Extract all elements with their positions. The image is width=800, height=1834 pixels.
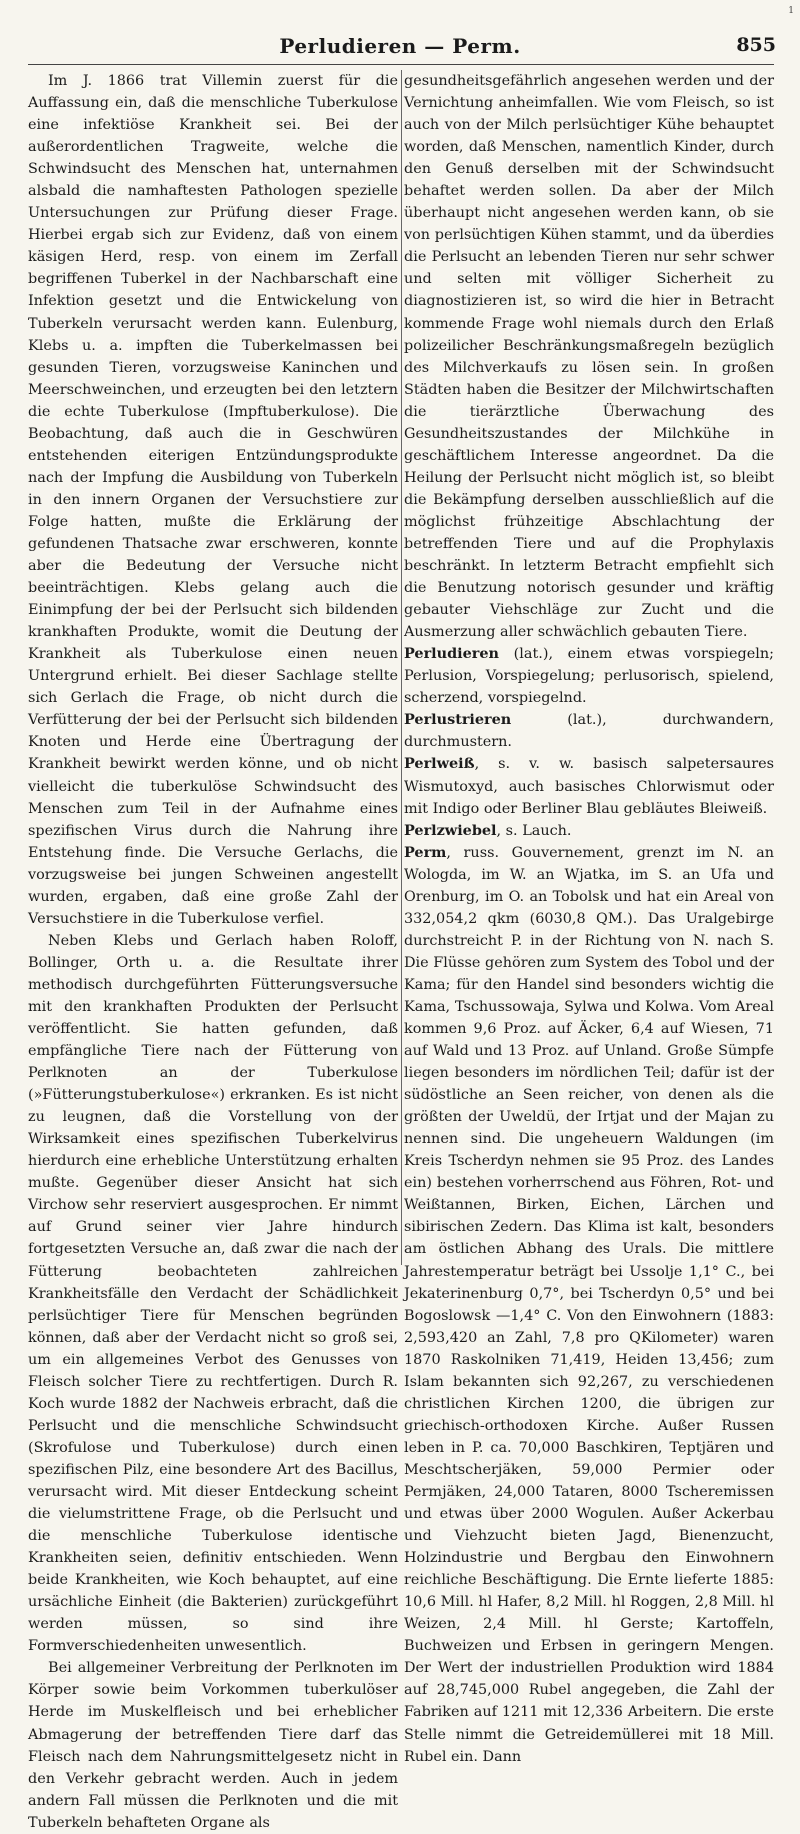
entry-headword: Perlweiß <box>404 755 475 773</box>
entry-headword: Perm <box>404 843 447 861</box>
entry-headword: Perlustrieren <box>404 711 512 729</box>
page-number: 855 <box>736 34 776 56</box>
column-divider <box>401 70 402 1265</box>
right-column <box>404 70 774 1765</box>
corner-mark: 1 <box>788 6 794 16</box>
paragraph: Im J. 1866 trat Villemin zuerst für die Auffassung ein, daß die menschliche Tuberkulose eine infektiöse Krankheit sei. Bei der außerordentlichen Tragweite, welche die Schwindsucht des Menschen hat, unternahmen alsbald die namhaftesten Pathologen spezielle Untersuchungen zur Prüfung dieser Frage. Hierbei ergab sich zur Evidenz, daß von einem käsigen Herd, resp. von einem im Zerfall begriffenen Tuberkel in der Nachbarschaft eine Infektion gesetzt und die Entwickelung von Tuberkeln verursacht werden kann. Eulenburg, Klebs u. a. impften die Tuberkelmassen bei gesunden Tieren, vorzugsweise Kaninchen und Meerschweinchen, und erzeugten bei den letztern die echte Tuberkulose (Impftuberkulose). Die Beobachtung, daß auch die in Geschwüren entstehenden eiterigen Entzündungsprodukte nach der Impfung die Ausbildung von Tuberkeln in den innern Organen der Versuchstiere zur Folge hatten, mußte die Erklärung der gefundenen Thatsache zwar erschweren, konnte aber die Bedeutung der Versuche nicht beeinträchtigen. Klebs gelang auch die Einimpfung der bei der Perlsucht sich bildenden krankhaften Produkte, womit die Deutung der Krankheit als Tuberkulose einen neuen Untergrund erhielt. Bei dieser Sachlage stellte sich Gerlach die Frage, ob nicht durch die Verfütterung der bei der Perlsucht sich bildenden Knoten und Herde eine Übertragung der Krankheit bewirkt werden könne, und ob nicht vielleicht die tuberkulöse Schwindsucht des Menschen zum Teil in der Aufnahme eines spezifischen Virus durch die Nahrung ihre Entstehung finde. Die Versuche Gerlachs, die vorzugsweise bei jungen Schweinen angestellt wurden, ergaben, daß eine große Zahl der Versuchstiere in die Tuberkulose verfiel. <box>28 73 398 927</box>
entry-text: , s. Lauch. <box>496 822 572 839</box>
entry-text: , russ. Gouvernement, grenzt im N. an Wologda, im W. an Wjatka, im S. an Ufa und Orenburg, im O. an Tobolsk und hat ein Areal von 332,054,2 qkm (6030,8 QM.). Das Uralgebirge durchstreicht P. in der Richtung von N. nach S. Die Flüsse gehören zum System des Tobol und der Kama; für den Handel sind besonders wichtig die Kama, Tschussowaja, Sylwa und Kolwa. Vom Areal kommen 9,6 Proz. auf Äcker, 6,4 auf Wiesen, 71 auf Wald und 13 Proz. auf Unland. Große Sümpfe liegen besonders im nördlichen Teil; dafür ist der südöstliche an Seen reicher, von denen als die größten der Uweldü, der Irtjat und der Majan zu nennen sind. Die ungeheuern Waldungen (im Kreis Tscherdyn nehmen sie 95 Proz. des Landes ein) bestehen vorherrschend aus Föhren, Rot- und Weißtannen, Birken, Eichen, Lärchen und sibirischen Zedern. Das Klima ist kalt, besonders am östlichen Abhang des Urals. Die mittlere Jahrestemperatur beträgt bei Ussolje 1,1° C., bei Jekaterinenburg 0,7°, bei Tscherdyn 0,5° und bei Bogoslowsk —1,4° C. Von den Einwohnern (1883: 2,593,420 an Zahl, 7,8 pro QKilometer) waren 1870 Raskolniken 71,419, Heiden 13,456; zum Islam bekannten sich 92,267, zu verschiedenen christlichen Kirchen 1200, die übrigen zur griechisch-orthodoxen Kirche. Außer Russen leben in P. ca. 70,000 Baschkiren, Teptjären und Meschtscherjäken, 59,000 Permier oder Permjäken, 24,000 Tataren, 8000 Tscheremissen und etwas über 2000 Wogulen. Außer Ackerbau und Viehzucht bieten Jagd, Bienenzucht, Holzindustrie und Bergbau den Einwohnern reichliche Beschäftigung. Die Ernte lieferte 1885: 10,6 Mill. hl Hafer, 8,2 Mill. hl Roggen, 2,8 Mill. hl Weizen, 2,4 Mill. hl Gerste; Kartoffeln, Buchweizen und Erbsen in geringern Mengen. Der Wert der industriellen Produktion wird 1884 auf 28,745,000 Rubel angegeben, die Zahl der Fabriken auf 1211 mit 12,336 Arbeitern. Die erste Stelle nimmt die Getreidemüllerei mit 18 Mill. Rubel ein. Dann <box>404 844 774 1765</box>
running-title: Perludieren — Perm. <box>279 34 521 58</box>
entry-headword: Perludieren <box>404 645 499 663</box>
page-header <box>0 34 800 60</box>
dictionary-entry <box>404 842 774 1768</box>
entry-headword: Perlzwiebel <box>404 821 497 839</box>
paragraph-continuation: gesundheitsgefährlich angesehen werden und der Vernichtung anheimfallen. Wie vom Fleisch, so ist auch von der Milch perlsüchtiger Kühe behauptet worden, daß Menschen, namentlich Kinder, durch den Genuß derselben mit der Schwindsucht behaftet werden sollen. Da aber der Milch überhaupt nicht angesehen werden kann, ob sie von perlsüchtigen Kühen stammt, und da überdies die Perlsucht an lebenden Tieren nur sehr schwer und selten mit völliger Sicherheit zu diagnostizieren ist, so wird die hier in Betracht kommende Frage wohl niemals durch den Erlaß polizeilicher Beschränkungsmaßregeln bezüglich des Milchverkaufs zu lösen sein. In großen Städten haben die Besitzer der Milchwirtschaften die tierärztliche Überwachung des Gesundheitszustandes der Milchkühe in geschäftlichem Interesse angeordnet. Da die Heilung der Perlsucht nicht möglich ist, so bleibt die Bekämpfung derselben ausschließlich auf die möglichst frühzeitige Abschlachtung der betreffenden Tiere und auf die Prophylaxis beschränkt. In letzterm Betracht empfiehlt sich die Benutzung notorisch gesunder und kräftig gebauter Viehschläge zur Zucht und die Ausmerzung aller schwächlich gebauten Tiere. <box>404 73 774 641</box>
header-rule <box>28 64 774 65</box>
paragraph: Neben Klebs und Gerlach haben Roloff, Bollinger, Orth u. a. die Resultate ihrer methodisch durchgeführten Fütterungsversuche mit den krankhaften Produkten der Perlsucht veröffentlicht. Sie hatten gefunden, daß empfängliche Tiere nach der Fütterung von Perlknoten an der Tuberkulose (»Fütterungstuberkulose«) erkranken. Es ist nicht zu leugnen, daß die Vorstellung von der Wirksamkeit eines spezifischen Tuberkelvirus hierdurch eine erhebliche Unterstützung erhalten mußte. Gegenüber dieser Ansicht hat sich Virchow sehr reserviert ausgesprochen. Er nimmt auf Grund seiner vier Jahre hindurch fortgesetzten Versuche an, daß zwar die nach der Fütterung beobachteten zahlreichen Krankheitsfälle den Verdacht der Schädlichkeit perlsüchtiger Tiere für Menschen begründen können, daß aber der Verdacht nicht so groß sei, um ein allgemeines Verbot des Genusses von Fleisch solcher Tiere zu rechtfertigen. Durch R. Koch wurde 1882 der Nachweis erbracht, daß die Perlsucht und die menschliche Schwindsucht (Skrofulose und Tuberkulose) durch einen spezifischen Pilz, eine besondere Art des Bacillus, verursacht wird. Mit dieser Entdeckung scheint die vielumstrittene Frage, ob die Perlsucht und die menschliche Tuberkulose identische Krankheiten seien, definitiv entschieden. Wenn beide Krankheiten, wie Koch behauptet, auf eine ursächliche Einheit (die Bakterien) zurückgeführt werden müssen, so sind ihre Formverschiedenheiten unwesentlich. <box>28 932 398 1655</box>
entry-text: (lat.), einem etwas vorspiegeln; Perlusion, Vorspiegelung; perlusorisch, spielend, scherzend, vorspiegelnd. <box>404 646 774 707</box>
left-column <box>28 70 398 1831</box>
entry-text: (lat.), durchwandern, durchmustern. <box>404 712 774 751</box>
dictionary-entry <box>404 643 774 709</box>
text-columns <box>28 70 774 1831</box>
dictionary-entry <box>404 820 774 842</box>
paragraph: Bei allgemeiner Verbreitung der Perlknoten im Körper sowie beim Vorkommen tuberkulöser Herde im Muskelfleisch und bei erheblicher Abmagerung der betreffenden Tiere darf das Fleisch nach dem Nahrungsmittelgesetz nicht in den Verkehr gebracht werden. Auch in jedem andern Fall müssen die Perlknoten und die mit Tuberkeln behafteten Organe als <box>28 1660 398 1831</box>
dictionary-entry <box>404 709 774 753</box>
dictionary-entry <box>404 753 774 819</box>
entry-text: , s. v. w. basisch salpetersaures Wismutoxyd, auch basisches Chlorwismut oder mit Indigo oder Berliner Blau gebläutes Bleiweiß. <box>404 756 774 817</box>
